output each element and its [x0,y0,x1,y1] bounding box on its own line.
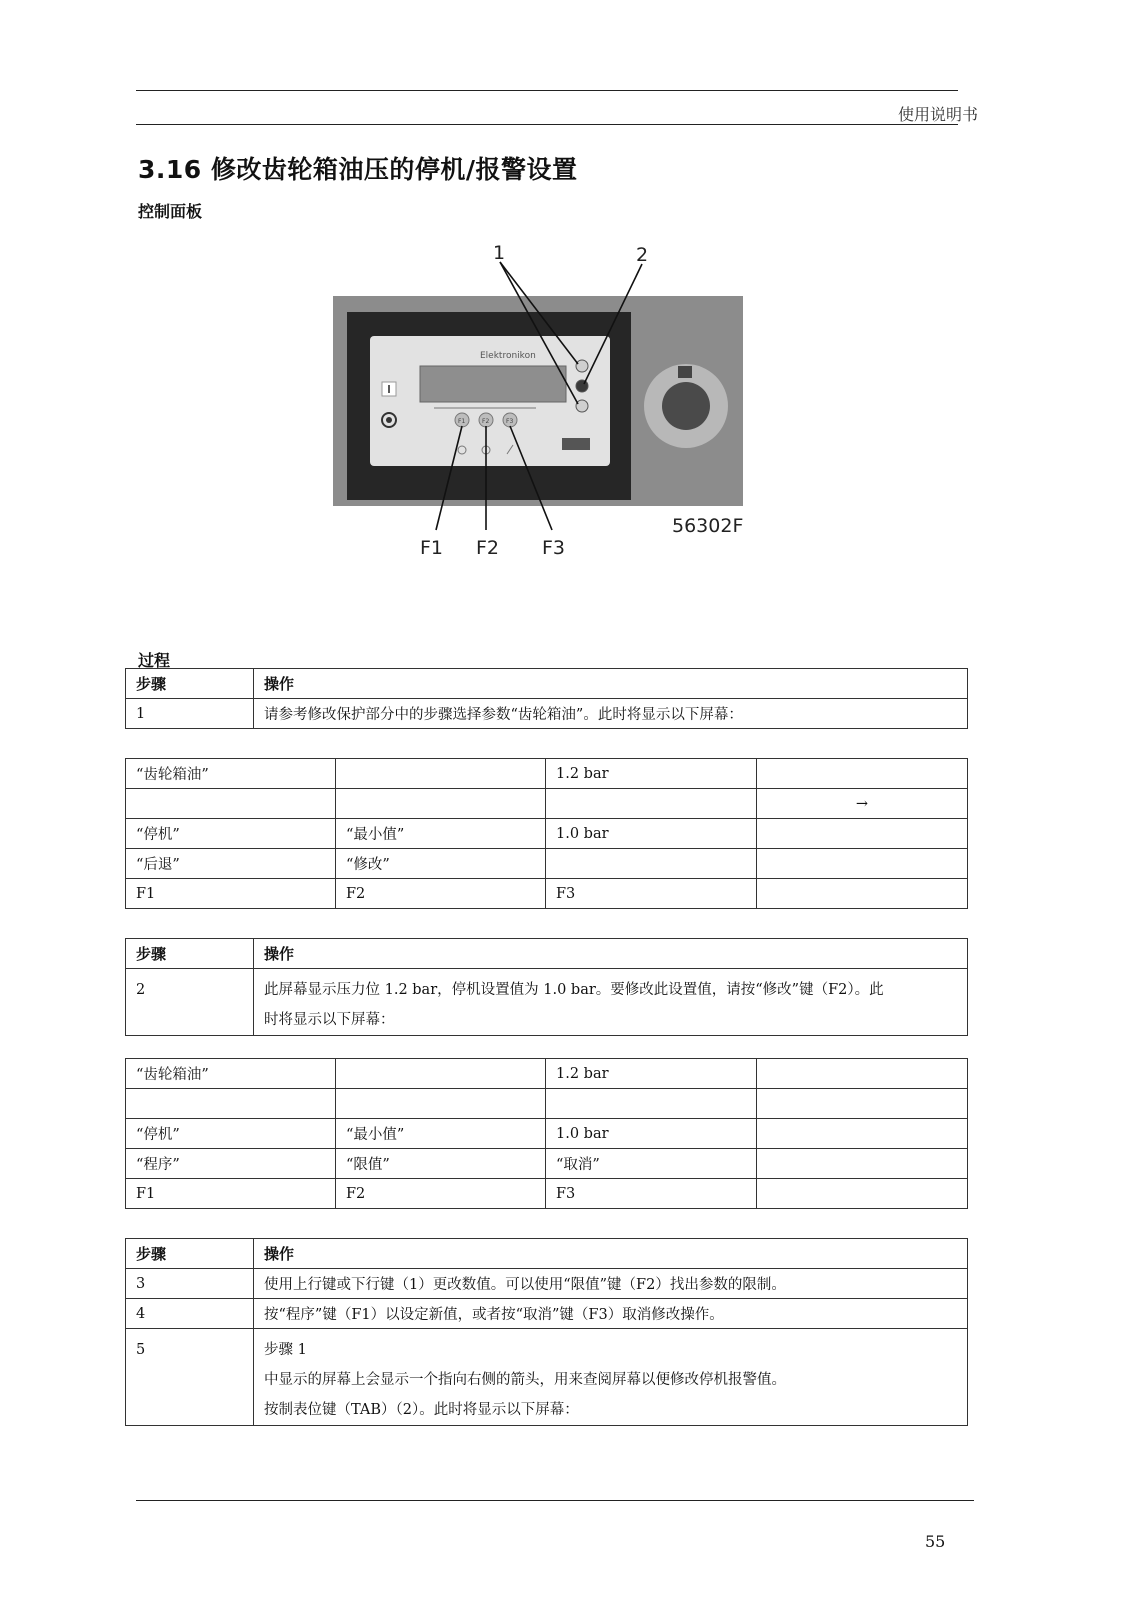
step-header: 步骤 [126,1239,254,1269]
screen-cell: “最小值” [336,819,546,849]
header-rule-bottom [136,124,958,125]
step-text [254,1329,968,1426]
callout-1: 1 [493,242,506,264]
screen-cell [546,1089,757,1119]
screen-cell: “齿轮箱油” [126,1059,336,1089]
svg-text:F2: F2 [482,418,490,425]
step-text-line: 时将显示以下屏幕： [264,1012,395,1028]
step-text-line: 按制表位键（TAB）（2）。此时将显示以下屏幕： [264,1402,579,1418]
screen-cell [757,879,968,909]
screen-cell: F2 [336,1179,546,1209]
action-header: 操作 [254,669,968,699]
callout-f2: F2 [476,537,500,559]
control-panel-figure [330,240,770,580]
screen-cell: “取消” [546,1149,757,1179]
screen-cell [336,1059,546,1089]
screen-cell: “最小值” [336,1119,546,1149]
action-header: 操作 [254,1239,968,1269]
emergency-stop-button [662,382,710,430]
screen-cell [126,1089,336,1119]
screen-cell [546,789,757,819]
step-number: 1 [126,699,254,729]
step-number: 2 [126,969,254,1036]
screen-cell [757,1059,968,1089]
screen-cell [757,1089,968,1119]
screen-cell [757,1149,968,1179]
screen-table-1 [125,758,968,909]
svg-text:F1: F1 [458,418,466,425]
screen-cell [336,1089,546,1119]
screen-cell: F3 [546,1179,757,1209]
screen-cell: “停机” [126,819,336,849]
svg-text:F3: F3 [506,418,514,425]
figure-code: 56302F [672,515,744,537]
screen-table-2 [125,1058,968,1209]
steps-table-3 [125,1238,968,1426]
step-number: 5 [126,1329,254,1426]
screen-cell [546,849,757,879]
panel-display [420,366,566,402]
screen-cell: 1.0 bar [546,1119,757,1149]
screen-cell: “停机” [126,1119,336,1149]
callout-f1: F1 [420,537,444,559]
step-text: 按“程序”键（F1）以设定新值，或者按“取消”键（F3）取消修改操作。 [254,1299,968,1329]
screen-cell: F3 [546,879,757,909]
screen-cell: “限值” [336,1149,546,1179]
screen-cell [757,759,968,789]
down-key [576,400,588,412]
up-key [576,360,588,372]
screen-cell [336,789,546,819]
screen-cell [126,789,336,819]
step-text-line: 此屏幕显示压力位 1.2 bar，停机设置值为 1.0 bar。要修改此设置值，请按“修改”键（F2）。此 [264,982,884,998]
page-number: 55 [925,1532,946,1551]
section-title: 3.16 修改齿轮箱油压的停机/报警设置 [138,155,578,184]
step-text-line: 中显示的屏幕上会显示一个指向右侧的箭头，用来查阅屏幕以便修改停机报警值。 [264,1372,786,1388]
footer-rule [136,1500,974,1501]
logo-badge [562,438,590,450]
screen-cell [757,819,968,849]
tab-key [576,380,588,392]
right-arrow-icon: → [757,789,968,819]
step-number: 4 [126,1299,254,1329]
screen-cell [757,849,968,879]
step-text: 使用上行键或下行键（1）更改数值。可以使用“限值”键（F2）找出参数的限制。 [254,1269,968,1299]
action-header: 操作 [254,939,968,969]
step-header: 步骤 [126,669,254,699]
callout-f3: F3 [542,537,566,559]
screen-cell [757,1119,968,1149]
panel-brand: Elektronikon [480,351,536,361]
screen-cell: 1.0 bar [546,819,757,849]
screen-cell: “齿轮箱油” [126,759,336,789]
screen-cell: 1.2 bar [546,759,757,789]
step-number: 3 [126,1269,254,1299]
screen-cell: 1.2 bar [546,1059,757,1089]
screen-cell: F1 [126,1179,336,1209]
callout-2: 2 [636,244,649,266]
step-text [254,969,968,1036]
control-panel-heading: 控制面板 [138,202,203,221]
screen-cell: “程序” [126,1149,336,1179]
step-header: 步骤 [126,939,254,969]
step-text: 请参考修改保护部分中的步骤选择参数“齿轮箱油”。此时将显示以下屏幕： [254,699,968,729]
screen-cell: F2 [336,879,546,909]
header-rule-top [136,90,958,91]
screen-cell [757,1179,968,1209]
procedure-heading: 过程 [138,651,171,670]
screen-cell: “修改” [336,849,546,879]
screen-cell [336,759,546,789]
step-text-line: 步骤 1 [264,1342,307,1358]
screen-cell: “后退” [126,849,336,879]
header-title: 使用说明书 [897,105,978,124]
steps-table-1 [125,668,968,729]
screen-cell: F1 [126,879,336,909]
steps-table-2 [125,938,968,1036]
